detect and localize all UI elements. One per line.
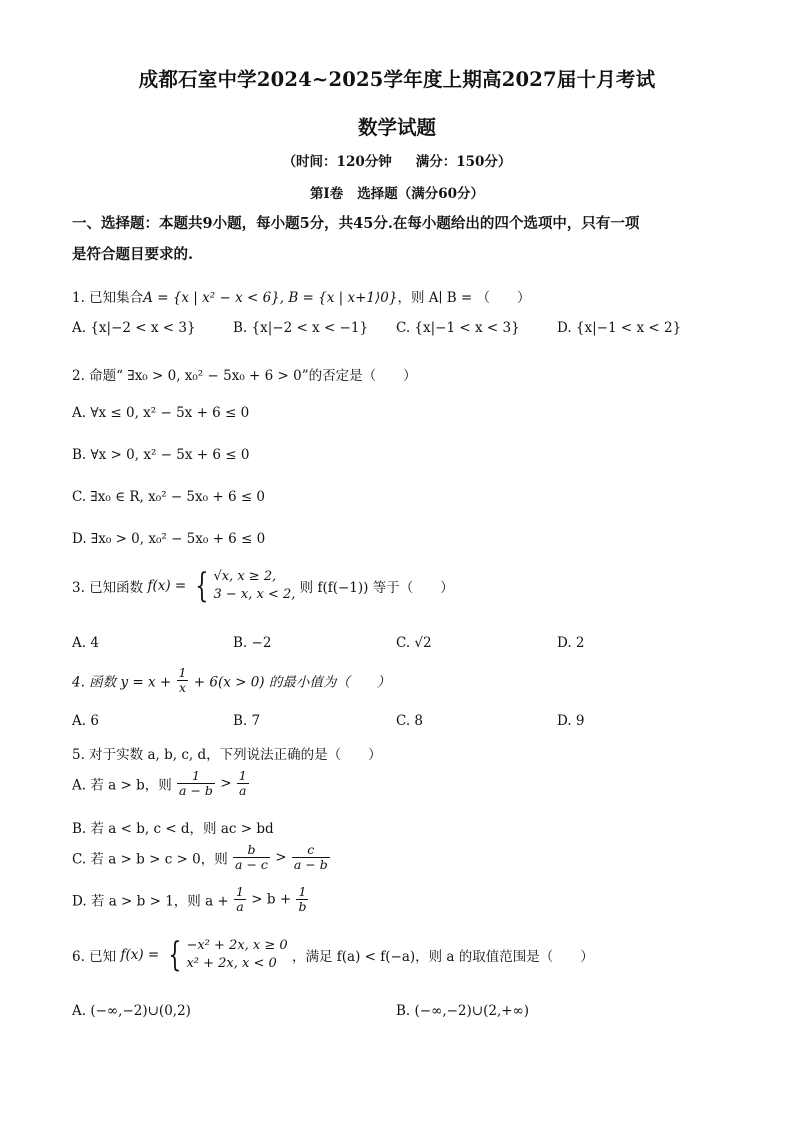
q6-suffix: ，满足 f(a) < f(−a)，则 a 的取值范围是（ ） <box>291 949 594 965</box>
q5-c-frac-1 <box>233 843 270 872</box>
q1-suffix: ，则 A∣ B = （ ） <box>397 290 531 306</box>
q6-prefix: 6. 已知 <box>72 949 117 965</box>
q5-c-gt: > <box>275 849 287 866</box>
q4-suffix: + 6(x > 0) 的最小值为（ ） <box>193 674 391 691</box>
q5-a-frac-2 <box>237 769 249 798</box>
q2-option-d[interactable]: D. ∃x₀ > 0, x₀² − 5x₀ + 6 ≤ 0 <box>72 531 266 547</box>
exam-meta <box>0 150 794 170</box>
q3-case-1: √x, x ≥ 2, <box>213 569 277 584</box>
q5-a-f1-den: a − b <box>179 783 213 798</box>
section-heading <box>0 182 794 202</box>
time-limit: （时间：120分钟 <box>282 154 392 170</box>
q4-fraction <box>177 666 189 695</box>
q5-d-f1-den: a <box>236 899 244 914</box>
q5-a-f2-den: a <box>239 783 247 798</box>
q4-frac-num: 1 <box>178 665 187 680</box>
q2-option-c[interactable]: C. ∃x₀ ∈ R, x₀² − 5x₀ + 6 ≤ 0 <box>72 489 266 505</box>
q3-option-d[interactable]: D. 2 <box>557 635 585 651</box>
q5-a-prefix: A. 若 a > b，则 <box>72 777 172 794</box>
q2-option-b[interactable]: B. ∀x > 0, x² − 5x + 6 ≤ 0 <box>72 447 250 463</box>
q6-cases <box>186 937 287 973</box>
q6-case-2: x² + 2x, x < 0 <box>186 956 277 971</box>
q3-suffix: 则 f(f(−1)) 等于（ ） <box>299 580 454 596</box>
section-desc: 选择题（满分60分） <box>357 186 485 202</box>
q3-function: f(x) = <box>147 578 187 594</box>
q5-option-d[interactable] <box>72 885 309 914</box>
instructions-line-1: 一、选择题：本题共9小题，每小题5分，共45分.在每小题给出的四个选项中，只有一项 <box>72 215 640 232</box>
q4-option-b[interactable]: B. 7 <box>233 713 261 729</box>
section-name: 第Ⅰ卷 <box>309 186 344 202</box>
q5-c-f2-den: a − b <box>293 857 328 872</box>
instructions-line-2: 是符合题目要求的. <box>72 246 194 263</box>
q1-sets: A = {x | x² − x < 6}, B = {x | x+1⟩0} <box>143 290 398 306</box>
q3-case-2: 3 − x, x < 2, <box>213 587 296 602</box>
q1-option-d[interactable]: D. {x|−1 < x < 2} <box>557 320 682 336</box>
q5-d-frac-2 <box>296 885 308 914</box>
q4-option-c[interactable]: C. 8 <box>396 713 424 729</box>
q4-prefix: 4. 函数 y = x + <box>72 674 172 691</box>
q1-option-a[interactable]: A. {x|−2 < x < 3} <box>72 320 196 336</box>
full-score: 满分：150分） <box>415 154 512 170</box>
q5-a-gt: > <box>220 775 232 792</box>
q6-option-b[interactable]: B. (−∞,−2)∪(2,+∞) <box>396 1003 530 1019</box>
q4-option-d[interactable]: D. 9 <box>557 713 585 729</box>
q3-cases <box>213 568 295 604</box>
q5-c-prefix: C. 若 a > b > c > 0，则 <box>72 851 228 868</box>
q3-brace: { <box>194 566 208 606</box>
q1-prefix: 1. 已知集合 <box>72 290 144 306</box>
q6-option-a[interactable]: A. (−∞,−2)∪(0,2) <box>72 1003 191 1019</box>
question-1-stem <box>72 286 531 306</box>
q4-option-a[interactable]: A. 6 <box>72 713 99 729</box>
q5-c-f2-num: c <box>292 843 330 858</box>
q5-d-f2-num: 1 <box>296 885 308 900</box>
q1-option-b[interactable]: B. {x|−2 < x < −1} <box>233 320 369 336</box>
q5-d-mid: > b + <box>251 891 292 908</box>
question-2-stem: 2. 命题“ ∃x₀ > 0, x₀² − 5x₀ + 6 > 0”的否定是（ ） <box>72 368 417 384</box>
exam-title: 成都石室中学2024~2025学年度上期高2027届十月考试 <box>138 68 656 91</box>
q5-c-frac-2 <box>292 843 330 872</box>
q4-frac-den: x <box>178 680 186 695</box>
q5-d-f2-den: b <box>298 899 307 914</box>
q3-option-c[interactable]: C. √2 <box>396 635 432 651</box>
question-4-stem <box>72 666 390 695</box>
q5-c-f1-num: b <box>233 843 270 858</box>
q3-option-b[interactable]: B. −2 <box>233 635 272 651</box>
question-6-stem <box>72 937 594 973</box>
q5-c-f1-den: a − c <box>235 857 268 872</box>
q5-d-prefix: D. 若 a > b > 1，则 a + <box>72 893 229 910</box>
q5-option-b[interactable]: B. 若 a < b, c < d，则 ac > bd <box>72 821 274 837</box>
q3-prefix: 3. 已知函数 <box>72 580 144 596</box>
q5-option-c[interactable] <box>72 843 331 872</box>
q5-a-frac-1 <box>177 769 215 798</box>
q5-d-f1-num: 1 <box>236 884 244 899</box>
q5-d-frac-1 <box>234 885 246 914</box>
q3-option-a[interactable]: A. 4 <box>72 635 99 651</box>
q2-option-a[interactable]: A. ∀x ≤ 0, x² − 5x + 6 ≤ 0 <box>72 405 250 421</box>
q5-a-f2-num: 1 <box>238 768 247 783</box>
q5-option-a[interactable] <box>72 769 250 798</box>
q1-option-c[interactable]: C. {x|−1 < x < 3} <box>396 320 520 336</box>
q6-brace: { <box>167 935 181 975</box>
question-5-stem: 5. 对于实数 a, b, c, d，下列说法正确的是（ ） <box>72 747 382 763</box>
q6-function: f(x) = <box>120 947 160 963</box>
question-3-stem <box>72 568 454 604</box>
q6-case-1: −x² + 2x, x ≥ 0 <box>186 938 288 953</box>
q5-a-f1-num: 1 <box>177 769 215 784</box>
exam-subtitle: 数学试题 <box>357 116 436 139</box>
